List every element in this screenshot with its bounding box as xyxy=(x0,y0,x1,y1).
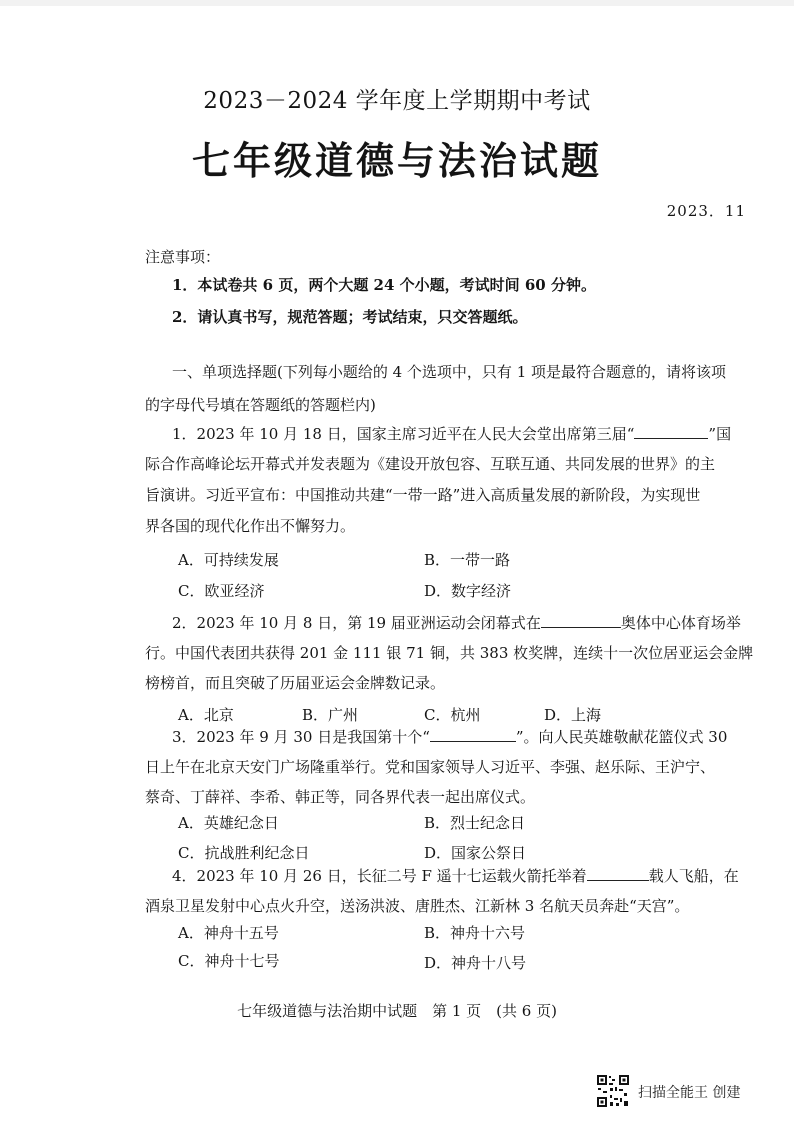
subject-title: 七年级道德与法治试题 xyxy=(191,138,602,183)
section-heading: 一、单项选择题(下列每小题给的 4 个选项中，只有 1 项是最符合题意的，请将该项 xyxy=(172,363,727,381)
question-line: 酒泉卫星发射中心点火升空，送汤洪波、唐胜杰、江新林 3 名航天员奔赴“天宫”。 xyxy=(145,897,690,915)
option-a: A．神舟十五号 xyxy=(178,924,279,942)
scan-streak xyxy=(0,0,794,6)
answer-blank xyxy=(541,613,621,628)
option-c: C．神舟十七号 xyxy=(178,952,280,970)
option-d: D．神舟十八号 xyxy=(424,954,527,972)
note-item: 2．请认真书写，规范答题；考试结束，只交答题纸。 xyxy=(172,308,528,326)
option-d: D．国家公祭日 xyxy=(424,844,527,862)
option-c: C．杭州 xyxy=(424,706,481,724)
exam-date: 2023．11 xyxy=(666,202,746,220)
option-b: B．一带一路 xyxy=(424,551,511,569)
option-b: B．广州 xyxy=(302,706,359,724)
answer-blank xyxy=(430,727,516,742)
option-d: D．数字经济 xyxy=(424,582,512,600)
option-a: A．英雄纪念日 xyxy=(178,814,279,832)
section-heading-cont: 的字母代号填在答题纸的答题栏内) xyxy=(145,396,376,414)
option-c: C．抗战胜利纪念日 xyxy=(178,844,310,862)
question-line: 行。中国代表团共获得 201 金 111 银 71 铜，共 383 枚奖牌，连续十一次位居亚运会金牌 xyxy=(145,644,754,662)
option-b: B．神舟十六号 xyxy=(424,924,526,942)
question-line: 际合作高峰论坛开幕式并发表题为《建设开放包容、互联互通、共同发展的世界》的主 xyxy=(145,455,716,473)
question-line: 界各国的现代化作出不懈努力。 xyxy=(145,517,356,535)
notes-title: 注意事项： xyxy=(145,248,221,266)
question-line: 日上午在北京天安门广场隆重举行。党和国家领导人习近平、李强、赵乐际、王沪宁、 xyxy=(145,758,716,776)
page-footer: 七年级道德与法治期中试题 第 1 页 (共 6 页) xyxy=(237,1002,557,1020)
scanner-watermark: 扫描全能王 创建 xyxy=(638,1085,741,1101)
question-line: 4．2023 年 10 月 26 日，长征二号 F 遥十七运载火箭托举着 载人飞船，在 xyxy=(172,867,739,885)
option-d: D．上海 xyxy=(544,706,602,724)
option-a: A．北京 xyxy=(178,706,234,724)
question-line: 旨演讲。习近平宣布：中国推动共建“一带一路”进入高质量发展的新阶段，为实现世 xyxy=(145,486,701,504)
exam-title: 2023－2024 学年度上学期期中考试 xyxy=(203,88,591,114)
question-line: 榜榜首，而且突破了历届亚运会金牌数记录。 xyxy=(145,674,446,692)
option-a: A．可持续发展 xyxy=(178,551,279,569)
question-line: 1．2023 年 10 月 18 日，国家主席习近平在人民大会堂出席第三届“ ”国 xyxy=(172,425,732,443)
qr-code-icon xyxy=(596,1074,630,1108)
answer-blank xyxy=(587,866,649,881)
answer-blank xyxy=(634,424,708,439)
option-b: B．烈士纪念日 xyxy=(424,814,526,832)
question-line: 2．2023 年 10 月 8 日，第 19 届亚洲运动会闭幕式在 奥体中心体育场举 xyxy=(172,614,741,632)
question-line: 3．2023 年 9 月 30 日是我国第十个“ ”。向人民英雄敬献花篮仪式 30 xyxy=(172,728,728,746)
question-line: 蔡奇、丁薛祥、李希、韩正等，同各界代表一起出席仪式。 xyxy=(145,788,536,806)
note-item: 1．本试卷共 6 页，两个大题 24 个小题，考试时间 60 分钟。 xyxy=(172,276,596,294)
option-c: C．欧亚经济 xyxy=(178,582,265,600)
